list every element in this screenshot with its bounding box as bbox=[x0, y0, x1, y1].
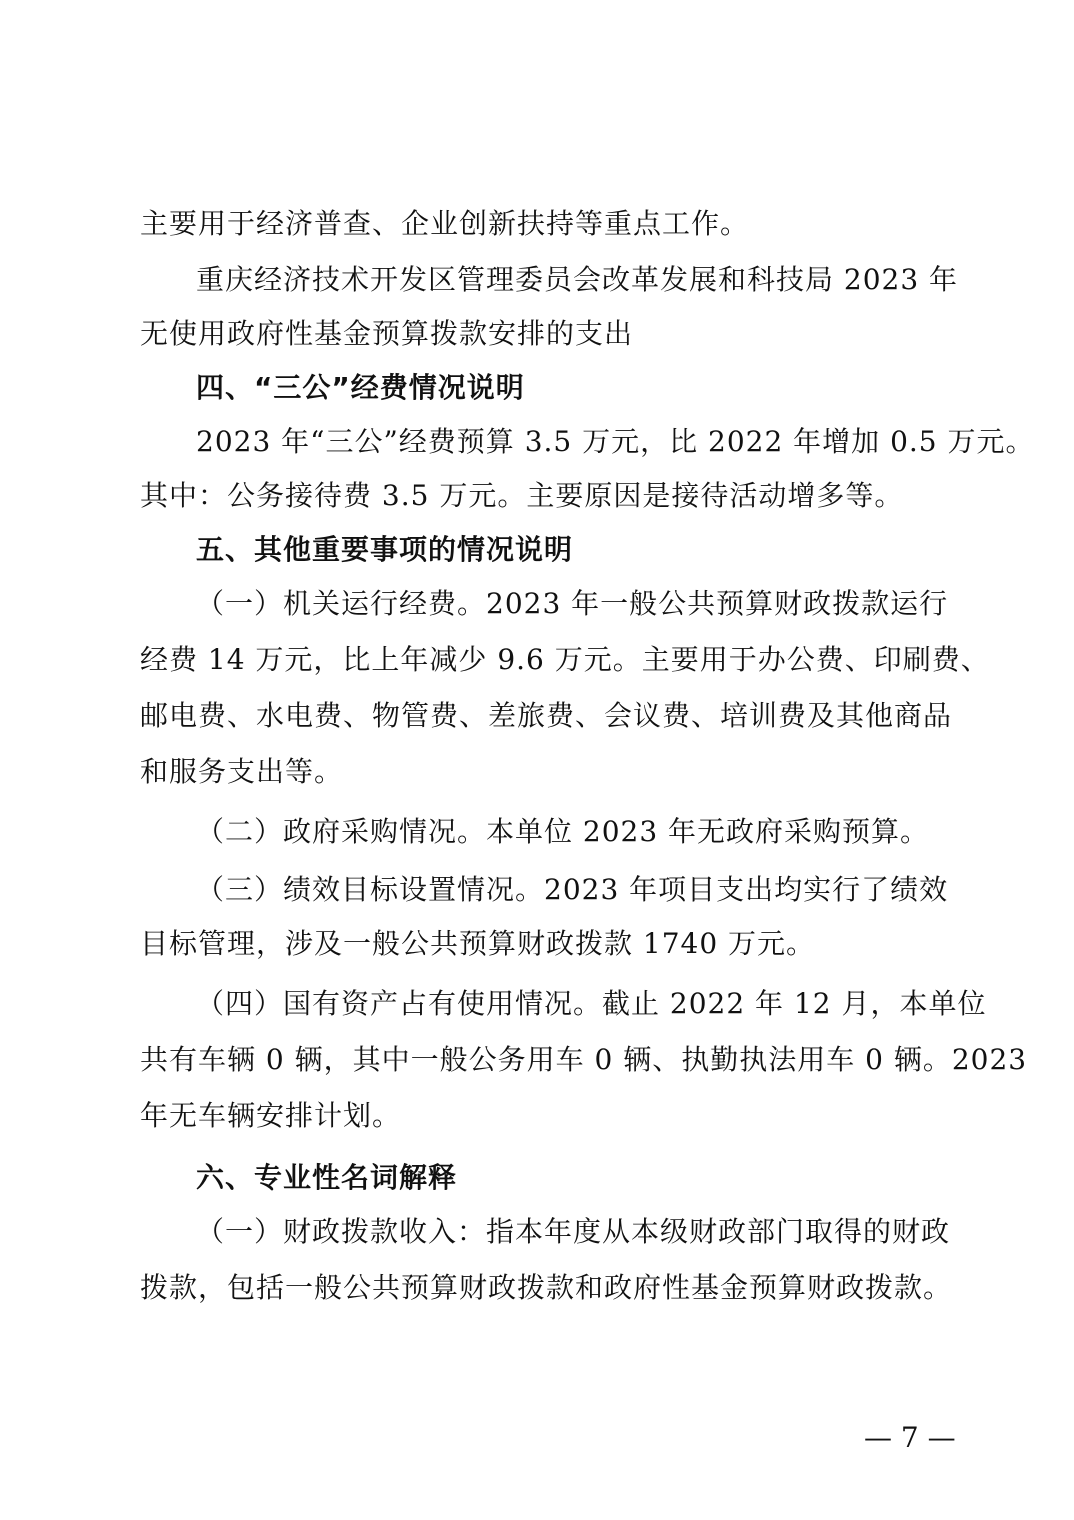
paragraph-line: 共有车辆 0 辆，其中一般公务用车 0 辆、执勤执法用车 0 辆。2023 bbox=[140, 1043, 1028, 1076]
paragraph-line: （一）财政拨款收入：指本年度从本级财政部门取得的财政 bbox=[196, 1215, 951, 1248]
paragraph-line: 无使用政府性基金预算拨款安排的支出 bbox=[140, 317, 634, 350]
paragraph-line: 拨款，包括一般公共预算财政拨款和政府性基金预算财政拨款。 bbox=[140, 1271, 953, 1304]
page-number: — 7 — bbox=[864, 1421, 956, 1454]
paragraph-line: （一）机关运行经费。2023 年一般公共预算财政拨款运行 bbox=[196, 587, 949, 620]
paragraph-line: 其中：公务接待费 3.5 万元。主要原因是接待活动增多等。 bbox=[140, 479, 904, 512]
paragraph-line: 重庆经济技术开发区管理委员会改革发展和科技局 2023 年 bbox=[196, 263, 959, 296]
paragraph-line: 年无车辆安排计划。 bbox=[140, 1099, 402, 1132]
section-heading-5: 五、其他重要事项的情况说明 bbox=[196, 533, 574, 566]
section-heading-4: 四、“三公”经费情况说明 bbox=[196, 371, 525, 404]
paragraph-line: 经费 14 万元，比上年减少 9.6 万元。主要用于办公费、印刷费、 bbox=[140, 643, 990, 676]
paragraph-line: （二）政府采购情况。本单位 2023 年无政府采购预算。 bbox=[196, 815, 930, 848]
paragraph-line: （三）绩效目标设置情况。2023 年项目支出均实行了绩效 bbox=[196, 873, 949, 906]
paragraph-line: 2023 年“三公”经费预算 3.5 万元，比 2022 年增加 0.5 万元。 bbox=[196, 425, 1035, 458]
section-heading-6: 六、专业性名词解释 bbox=[196, 1161, 458, 1194]
paragraph-line: 主要用于经济普查、企业创新扶持等重点工作。 bbox=[140, 207, 750, 240]
paragraph-line: （四）国有资产占有使用情况。截止 2022 年 12 月，本单位 bbox=[196, 987, 987, 1020]
paragraph-line: 和服务支出等。 bbox=[140, 755, 344, 788]
paragraph-line: 邮电费、水电费、物管费、差旅费、会议费、培训费及其他商品 bbox=[140, 699, 953, 732]
paragraph-line: 目标管理，涉及一般公共预算财政拨款 1740 万元。 bbox=[140, 927, 816, 960]
